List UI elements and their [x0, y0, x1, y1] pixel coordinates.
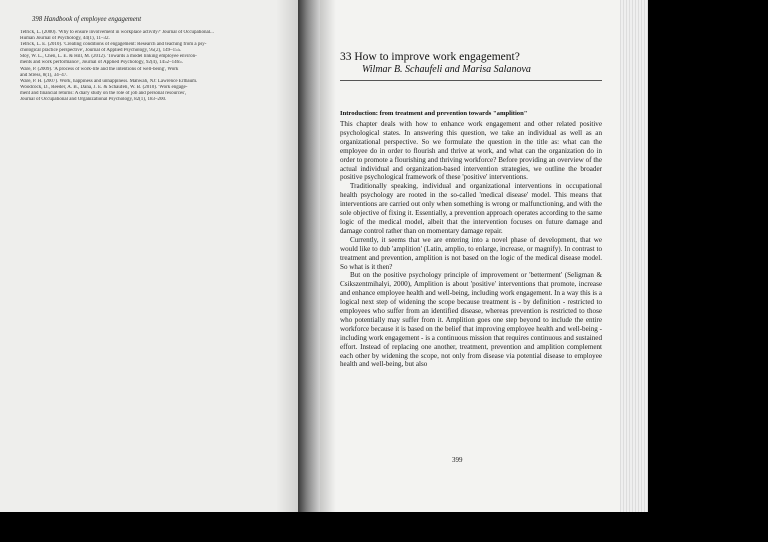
reference-line: Ware, P. H. (2007). Work, happiness and unhappiness. Mahwah, NJ: Lawrence Erlbaum.: [20, 78, 198, 84]
page-number: 399: [452, 456, 463, 464]
reference-line: Woodcock, D., Reeder, A. B., Dana, J. E. & Schaufeli, W. B. (2010). 'Work engage-: [20, 84, 188, 90]
reference-line: Human Journal of Psychology, 44(1), 11–32.: [20, 36, 110, 42]
page-edges: [620, 0, 648, 512]
running-head: 398 Handbook of employee engagement: [32, 16, 142, 23]
paragraph: But on the positive psychology principle of improvement or 'betterment' (Seligman & Csikszentmihalyi, 2000), Amplition is about 'positive' interventions that promote, increase and enhance employee health and well-being, including work engagement. In a way this is a logical next step of widening the scope because treatment is - by definition - restricted to employees who suffer from an identified disease, whereas prevention is restricted to those who potentially may suffer from it. Amplition goes one step beyond to include the entire workforce because it is based on the belief that improving employee health and well-being - including work engagement - is a continuous mission that requires continuous and sustained effort. Instead of replacing one another, treatment, prevention and amplition complement each other by widening the scope, not only from disease via potential disease to employee health and well-being, but also: [340, 271, 602, 369]
body-text: [340, 120, 602, 369]
section-heading: Introduction: from treatment and prevention towards "amplition": [340, 110, 528, 117]
page-shadow: [320, 0, 336, 512]
reference-line: ment and financial returns: A diary study on the role of job and personal resources',: [20, 90, 187, 96]
scan-background-bottom: [0, 512, 768, 542]
paragraph: This chapter deals with how to enhance work engagement and other related positive psychological states. In answering this question, we take an individual as well as an organizational perspective. So we formulate the question in the title as: what can the employee do in order to flourish and thrive at work, and what can the organization do in order to promote a flourishing and thriving workforce? Before providing an overview of the actual individual and organization-based intervention strategies, we outline the broader positive psychological framework of these 'positive' interventions.: [340, 120, 602, 182]
reference-line: Journal of Occupational and Organizational Psychology, 82(1), 183–200.: [20, 97, 167, 103]
right-page: [320, 0, 620, 512]
reference-list: [20, 30, 288, 103]
reference-line: Stoy, W. L., Chen, L. E. & Hill, M. (2012). 'Towards a model linking employee environ-: [20, 54, 197, 60]
reference-line: Tetrick, L. E. (2010). 'Creating conditions of engagement: Research and teaching from a psy-: [20, 42, 207, 48]
title-rule: [340, 80, 602, 81]
chapter-title: 33 How to improve work engagement?: [340, 51, 520, 63]
book-gutter: [298, 0, 320, 512]
reference-line: Tetrick, L. (2000). 'Why to ensure involvement in workplace activity?' Journal of Occupational...: [20, 30, 214, 35]
chapter-authors: Wilmar B. Schaufeli and Marisa Salanova: [362, 64, 531, 75]
reference-line: Ware, P. (2009). 'A process of work-life and the intentions of well-being', Work: [20, 66, 179, 72]
reference-line: and Stress, 8(1), 34–47.: [20, 72, 68, 78]
page-shadow: [276, 0, 298, 512]
reference-line: ments and work performance', Journal of Applied Psychology, 92(4), 1452–1465.: [20, 60, 183, 66]
reference-line: chological practice perspective', Journal of Applied Psychology, 95(2), 149–155.: [20, 48, 182, 54]
left-page: [0, 0, 298, 512]
scan-background: [648, 0, 768, 512]
paragraph: Traditionally speaking, individual and organizational interventions in occupational health psychology are rooted in the so-called 'medical disease' model. This means that interventions are carried out only when something is wrong or malfunctioning, and with the sole objective of fixing it. Essentially, a prevention approach operates according to the same logic of the medical model, albeit that the intervention focuses on future damage and damage control rather than on momentary damage repair.: [340, 182, 602, 235]
paragraph: Currently, it seems that we are entering into a novel phase of development, that we would like to dub 'amplition' (Latin, amplio, to enlarge, increase, or magnify). In contrast to treatment and prevention, amplition is not based on the logic of the medical disease model. So what is it then?: [340, 235, 602, 271]
